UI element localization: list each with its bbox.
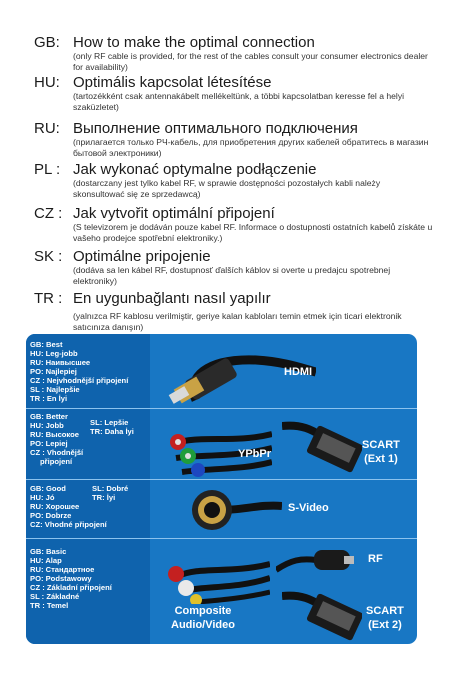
tier-line: GB: Good [30, 484, 66, 493]
section-subtitle: (прилагается только РЧ-кабель, для приобретения других кабелей обратитесь в магазин бытовой электроники) [73, 137, 429, 158]
svideo-cable-icon [172, 484, 282, 536]
tier-line: HU: Jobb [30, 421, 64, 430]
tier-line: PO: Lepiej [30, 439, 68, 448]
tier-better-box [26, 409, 150, 479]
tier-line: CZ : Nejvhodnější připojení [30, 376, 129, 385]
tier-line: RU: Стандартное [30, 565, 95, 574]
scart-name: SCART [366, 605, 404, 617]
lang-code: GB: [34, 34, 60, 51]
scart-ext2-label [366, 604, 404, 632]
tier-line: HU: Jó [30, 493, 55, 502]
tier-best-box [26, 334, 150, 408]
scart-ext: (Ext 2) [368, 619, 402, 631]
tier-line: SL: Dobré [92, 484, 129, 493]
tier-line: CZ : Základní připojení [30, 583, 112, 592]
section-subtitle: (dostarczany jest tylko kabel RF, w sprawie dostępności pozostałych kabli należy skonsultować się ze sprzedawcą) [73, 178, 381, 199]
tier-line: TR : En İyi [30, 394, 68, 403]
lang-code: RU: [34, 120, 60, 137]
lang-code: CZ : [34, 205, 63, 222]
scart-connector-icon [282, 586, 362, 642]
tier-line: CZ : Vhodnější [30, 448, 84, 457]
section-subtitle: (yalnızca RF kablosu verilmiştir, geriye kalan kabloları temin etmek için ticari elektronik satıcınıza danışın) [73, 311, 402, 332]
tier-line: PO: Najlepiej [30, 367, 77, 376]
section-subtitle: (S televizorem je dodáván pouze kabel RF. Informace o dostupnosti ostatních kabelů získáte u vašeho prodejce spotřební elektroniky.) [73, 222, 433, 243]
section-title: How to make the optimal connection [73, 34, 315, 51]
tier-line: připojení [40, 457, 73, 466]
section-subtitle: (dodáva sa len kábel RF, dostupnosť ďalších káblov si overte u predajcu spotrebnej elektroniky) [73, 265, 391, 286]
lang-code: HU: [34, 74, 60, 91]
scart-ext1-label [362, 438, 400, 466]
tier-line: PO: Podstawowy [30, 574, 92, 583]
ypbpr-cable-icon [162, 414, 272, 478]
tier-line: TR: Daha İyi [90, 427, 134, 436]
lang-code: TR : [34, 290, 63, 307]
section-title: Optimális kapcsolat létesítése [73, 74, 272, 91]
section-title: Jak wykonać optymalne podłączenie [73, 161, 317, 178]
ypbpr-label: YPbPr [238, 448, 272, 460]
composite-name: Composite [174, 605, 232, 617]
scart-ext: (Ext 1) [364, 453, 398, 465]
tier-line: RU: Хорошее [30, 502, 80, 511]
tier-good-box [26, 480, 150, 538]
tier-line: RU: Наивысшее [30, 358, 91, 367]
scart-connector-icon [282, 416, 362, 476]
composite-sub: Audio/Video [171, 619, 235, 631]
tier-line: GB: Basic [30, 547, 67, 556]
lang-code: PL : [34, 161, 61, 178]
rf-label: RF [368, 553, 383, 565]
section-title: Optimálne pripojenie [73, 248, 211, 265]
tier-line: GB: Better [30, 412, 68, 421]
scart-name: SCART [362, 439, 400, 451]
tier-line: SL : Najlepšie [30, 385, 80, 394]
section-title: Выполнение оптимального подключения [73, 120, 358, 137]
tier-line: TR: İyi [92, 493, 116, 502]
section-subtitle: (only RF cable is provided, for the rest of the cables consult your consumer electronics dealer for availability) [73, 51, 428, 72]
rf-cable-icon [276, 540, 356, 590]
composite-label [171, 604, 235, 632]
tier-line: HU: Alap [30, 556, 62, 565]
hdmi-label: HDMI [284, 366, 313, 378]
tier-line: RU: Высокое [30, 430, 79, 439]
tier-line: PO: Dobrze [30, 511, 72, 520]
svideo-label: S-Video [288, 502, 329, 514]
tier-line: CZ: Vhodné připojení [30, 520, 107, 529]
tier-line: TR : Temel [30, 601, 69, 610]
section-subtitle: (tartozékként csak antennakábelt mellékeltünk, a többi kapcsolatban keresse fel a helyi szaküzletet) [73, 91, 405, 112]
tier-line: HU: Leg-jobb [30, 349, 78, 358]
connection-panel [26, 334, 417, 644]
section-title: Jak vytvořit optimální připojení [73, 205, 275, 222]
tier-line: SL: Lepšie [90, 418, 129, 427]
composite-cable-icon [160, 546, 270, 604]
lang-code: SK : [34, 248, 63, 265]
tier-line: GB: Best [30, 340, 63, 349]
tier-line: SL : Základné [30, 592, 80, 601]
tier-basic-box [26, 539, 150, 644]
section-title: En uygunbağlantı nasıl yapılır [73, 290, 271, 307]
